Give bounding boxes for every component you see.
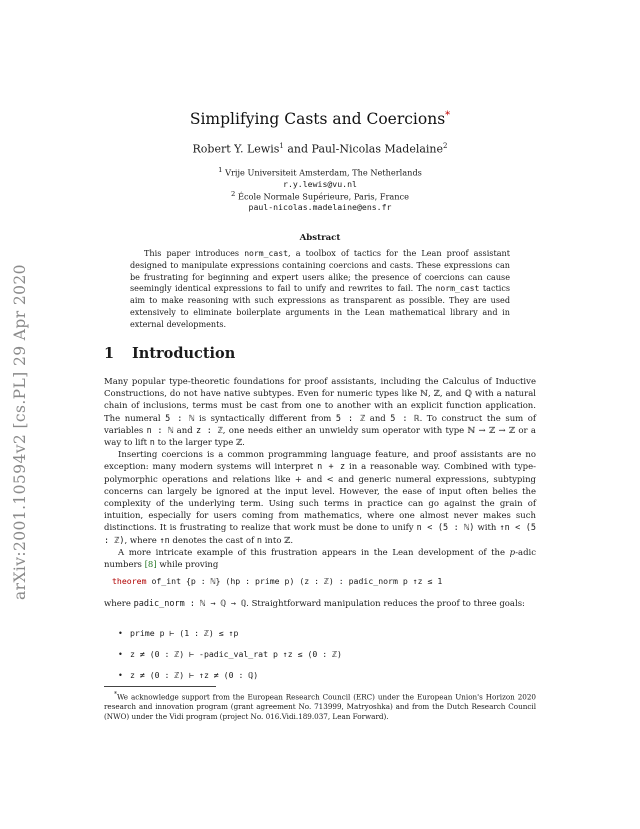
code-snippet: n + z bbox=[317, 462, 346, 473]
code-snippet: norm_cast bbox=[244, 248, 289, 258]
bullet-icon: • bbox=[118, 649, 123, 659]
abstract-body bbox=[130, 248, 510, 331]
body-text: denotes the cast of bbox=[169, 535, 257, 546]
code-snippet: 5 : ℤ bbox=[335, 413, 366, 424]
author-list bbox=[104, 142, 536, 156]
citation-link[interactable]: [8] bbox=[144, 560, 157, 571]
body-text: , where bbox=[124, 535, 160, 546]
section-number: 1 bbox=[104, 345, 115, 362]
affil-mark: 2 bbox=[231, 190, 236, 198]
section-title: Introduction bbox=[132, 345, 236, 362]
section-heading bbox=[104, 345, 235, 362]
code-snippet: norm_cast bbox=[435, 283, 480, 294]
abstract-text: , a toolbox of tactics for the Lean proof assistant designed to manipulate expressions containing coercions and casts. These expressions can be frustrating for beginning and expert users alike; the presence of coercions can cause seemingly identical expressions to fail to unify and rewrites to fail. The bbox=[130, 248, 510, 294]
code-snippet: n bbox=[256, 535, 263, 546]
affiliation-2-email[interactable]: paul-nicolas.madelaine@ens.fr bbox=[248, 202, 392, 212]
abstract-text: tactics aim to make reasoning with such expressions as transparent as possible. They are used extensively to eliminate boilerplate arguments in the Lean mathematical library and in external developments. bbox=[130, 283, 511, 329]
body-text: Many popular type-theoretic foundations for proof assistants, including the Calculus of Inductive Constructions, do not have native subtypes. Even for numeric types like ℕ, ℤ, and ℚ with a natural chain of inclusions, terms must be cast from one to another with an explicit function application. The numeral bbox=[104, 377, 536, 424]
code-snippet: 5 : ℝ bbox=[390, 413, 420, 424]
footnote-mark: * bbox=[114, 691, 117, 698]
affiliation-2 bbox=[104, 190, 536, 202]
goal-code: z ≠ (0 : ℤ) ⊢ -padic_val_rat p ↑z ≤ (0 : ℤ) bbox=[130, 649, 342, 659]
body-text: is syntactically different from bbox=[194, 413, 336, 424]
bullet-icon: • bbox=[118, 670, 123, 680]
body-paragraph bbox=[104, 547, 536, 571]
body-text: -adic numbers bbox=[104, 547, 536, 571]
body-text: p bbox=[509, 547, 516, 558]
code-snippet: n : ℕ bbox=[146, 425, 174, 436]
paper-title bbox=[104, 110, 536, 128]
title-footnote-mark[interactable]: * bbox=[445, 110, 451, 121]
bullet-icon: • bbox=[118, 628, 123, 638]
body-text: into ℤ. bbox=[262, 535, 294, 546]
code-snippet: z : ℤ bbox=[195, 425, 223, 436]
body-text: while proving bbox=[156, 560, 219, 571]
goal-item bbox=[118, 670, 258, 680]
footnote-rule bbox=[104, 686, 216, 687]
affiliation-1 bbox=[104, 166, 536, 178]
footnote bbox=[104, 690, 536, 722]
affil-name: École Normale Supérieure, Paris, France bbox=[237, 191, 409, 202]
code-snippet: ↑n bbox=[159, 535, 170, 546]
body-text: and bbox=[173, 425, 196, 436]
goal-item bbox=[118, 649, 342, 659]
abstract-heading: Abstract bbox=[299, 233, 341, 243]
affiliation-1-email[interactable]: r.y.lewis@vu.nl bbox=[283, 179, 357, 189]
footnote-text: We acknowledge support from the European Research Council (ERC) under the European Union's Horizon 2020 research and innovation program (grant agreement No. 713999, Matryoshka) and from the Dutch Research Council (NWO) under the Vidi program (project No. 016.Vidi.189.037, Lean Forward). bbox=[104, 692, 536, 721]
body-text: . To construct the sum of variables bbox=[104, 413, 537, 436]
goal-code: prime p ⊢ (1 : ℤ) ≤ ↑p bbox=[130, 628, 239, 638]
body-text: , one needs either an unwieldy sum operator with type ℕ → ℤ → ℤ or a way to lift bbox=[104, 425, 536, 449]
body-paragraph bbox=[104, 598, 536, 610]
code-keyword: theorem bbox=[112, 576, 147, 586]
code-snippet: 5 : ℕ bbox=[165, 413, 195, 424]
body-text: to the larger type ℤ. bbox=[154, 438, 245, 449]
footnote-paragraph bbox=[104, 690, 536, 722]
body-text: A more intricate example of this frustration appears in the Lean development of the bbox=[118, 547, 510, 558]
body-paragraph bbox=[104, 376, 536, 449]
author-name: Paul-Nicolas Madelaine bbox=[311, 142, 444, 156]
goal-item bbox=[118, 628, 238, 638]
goal-code: z ≠ (0 : ℤ) ⊢ ↑z ≠ (0 : ℚ) bbox=[130, 670, 259, 680]
arxiv-identifier: arXiv:2001.10594v2 [cs.PL] 29 Apr 2020 bbox=[11, 264, 29, 600]
arxiv-stamp bbox=[11, 210, 41, 610]
author-name: Robert Y. Lewis bbox=[192, 142, 280, 156]
section-body bbox=[104, 376, 536, 571]
body-text: where bbox=[104, 599, 134, 609]
code-snippet: n bbox=[149, 438, 155, 449]
body-paragraph bbox=[104, 449, 536, 547]
code-snippet: n < (5 : ℕ) bbox=[416, 523, 475, 534]
code-snippet: ↑n < (5 : ℤ) bbox=[104, 523, 537, 546]
abstract-text: This paper introduces bbox=[144, 248, 245, 258]
code-snippet: padic_norm : ℕ → ℚ → ℚ bbox=[133, 599, 247, 609]
author-conjunction: and bbox=[283, 142, 312, 156]
author-affil-mark: 2 bbox=[443, 142, 448, 150]
body-text: and bbox=[365, 413, 391, 424]
code-text: of_int {p : ℕ} (hp : prime p) (z : ℤ) : padic_norm p ↑z ≤ 1 bbox=[146, 576, 443, 586]
affil-mark: 1 bbox=[218, 166, 223, 174]
body-text: . Straightforward manipulation reduces the proof to three goals: bbox=[246, 599, 525, 609]
body-text: Inserting coercions is a common programming language feature, and proof assistants are no exception: many modern systems will interpret bbox=[104, 450, 536, 473]
author-affil-mark: 1 bbox=[279, 142, 284, 150]
abstract-paragraph bbox=[130, 248, 510, 331]
theorem-code bbox=[112, 576, 442, 586]
body-paragraph-after-code bbox=[104, 598, 536, 610]
body-text: with bbox=[474, 523, 500, 534]
title-text: Simplifying Casts and Coercions bbox=[189, 110, 446, 129]
body-text: in a reasonable way. Combined with type-polymorphic operations and relations like + and < and generic numeral expressions, subtyping concerns can largely be ignored at the input level. However, the ease of input often belies the complexity of the underlying term. Using such terms in practice can go against the grain of intuition, especially for users coming from mathematics, where one almost never makes such distinctions. It is frustrating to realize that work must be done to unify bbox=[104, 462, 536, 534]
affil-name: Vrije Universiteit Amsterdam, The Netherlands bbox=[225, 167, 422, 178]
